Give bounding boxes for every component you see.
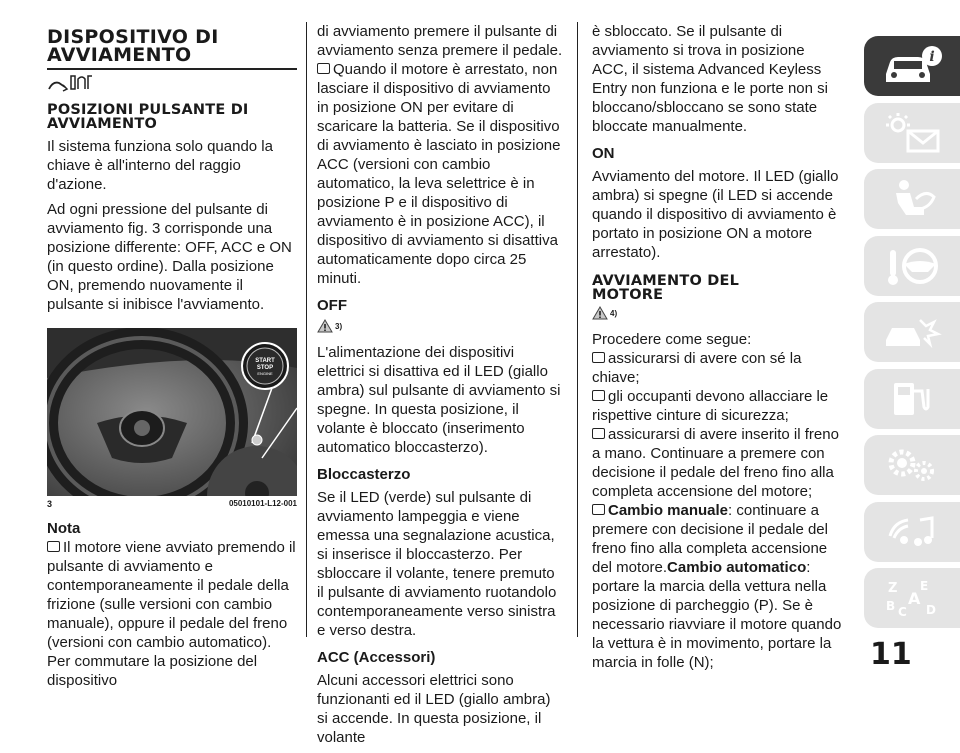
subsection-title-line2: MOTORE xyxy=(592,287,664,303)
key-start-icon xyxy=(47,73,297,95)
bullet-square-icon xyxy=(592,428,605,439)
paragraph xyxy=(317,60,565,288)
column-divider-1 xyxy=(306,22,307,637)
paragraph: Procedere come segue: xyxy=(592,331,752,348)
nota-text: Il motore viene avviato premendo il pulsante di avviamento e contemporaneamente il pedale della frizione (sulle versioni con cambio manuale), oppure il pedale del freno (versioni con cambio automatico). Per commutare la posizione del dispositivo xyxy=(47,539,296,689)
paragraph: L'alimentazione dei dispositivi elettrici si disattiva ed il LED (giallo ambra) sul pulsante di avviamento si spegne. In questa posizione, il volante è bloccato (inserimento automatico bloccasterzo). xyxy=(317,344,561,456)
column-3 xyxy=(592,22,842,678)
page-number: 11 xyxy=(870,637,912,672)
paragraph: Avviamento del motore. Il LED (giallo ambra) si spegne (il LED si accende quando il dispositivo di avviamento è portato in posizione ON a motore arrestato). xyxy=(592,168,839,261)
bullet-square-icon xyxy=(47,541,60,552)
bullet-square-icon xyxy=(317,63,330,74)
tab-steering[interactable] xyxy=(864,236,960,296)
svg-text:B: B xyxy=(886,599,896,613)
start-stop-label-2: STOP xyxy=(256,365,274,371)
off-heading: OFF xyxy=(317,297,347,314)
tab-seat-safety[interactable] xyxy=(864,169,960,229)
fuel-pump-icon xyxy=(880,377,944,421)
title-rule xyxy=(47,68,297,70)
warning-reference xyxy=(317,319,565,333)
seat-safety-icon xyxy=(880,177,944,221)
car-info-icon xyxy=(880,44,944,88)
alphabet-index-icon xyxy=(880,576,944,620)
subsection-title xyxy=(47,103,297,131)
list-item xyxy=(592,387,842,425)
subsection-title-line1: AVVIAMENTO DEL xyxy=(592,273,740,289)
nota-heading: Nota xyxy=(47,520,81,537)
subsection-title-line1: POSIZIONI PULSANTE DI xyxy=(47,102,249,118)
section-title xyxy=(47,28,297,64)
paragraph: Se il LED (verde) sul pulsante di avviamento lampeggia e viene emessa una segnalazione acustica, si inserisce il bloccasterzo. Per sbloccare il volante, tenere premuto il pulsante di avviamento ruotandolo contemporaneamente verso sinistra e verso destra. xyxy=(317,489,557,639)
media-satellite-icon xyxy=(880,510,944,554)
steering-wheel-icon xyxy=(880,244,944,288)
warning-triangle-icon xyxy=(317,319,333,333)
tab-service[interactable] xyxy=(864,435,960,495)
warning-reference xyxy=(592,306,842,320)
warning-triangle-icon xyxy=(592,306,608,320)
figure-code: 05010101-L12-001 xyxy=(228,499,297,508)
paragraph: Ad ogni pressione del pulsante di avviamento fig. 3 corrisponde una posizione differente: OFF, ACC e ON (in questo ordine). Dalla posizione ON, premendo nuovamente il pulsante si inibisce l'avviamento. xyxy=(47,201,292,313)
paragraph: Alcuni accessori elettrici sono funzionanti ed il LED (giallo ambra) si accende. In questa posizione, il volante xyxy=(317,672,551,746)
tab-fuel[interactable] xyxy=(864,369,960,429)
chapter-tabs xyxy=(864,36,960,635)
tab-index[interactable] xyxy=(864,568,960,628)
figure-caption xyxy=(47,499,297,509)
svg-text:A: A xyxy=(908,589,921,608)
acc-heading: ACC (Accessori) xyxy=(317,649,436,666)
list-item-text: assicurarsi di avere inserito il freno a mano. Continuare a premere con decisione il pedale del freno fino alla completa accensione del motore; xyxy=(592,426,839,500)
list-item-text: : portare la marcia della vettura nella posizione di parcheggio (P). Se è necessario riavviare il motore quando la vettura è in movimento, portare la marcia in folle (N); xyxy=(592,559,842,671)
section-title-line2: AVVIAMENTO xyxy=(47,44,192,66)
bloccasterzo-heading: Bloccasterzo xyxy=(317,466,411,483)
car-crash-icon xyxy=(880,310,944,354)
on-heading: ON xyxy=(592,145,615,162)
paragraph: è sbloccato. Se il pulsante di avviamento si trova in posizione ACC, il sistema Advanced Keyless Entry non funziona e le porte non si bloccano/sbloccano se sono state bloccate manualmente. xyxy=(592,23,828,135)
list-item-text: gli occupanti devono allacciare le rispettive cinture di sicurezza; xyxy=(592,388,829,424)
section-title-line1: DISPOSITIVO DI xyxy=(47,26,219,48)
list-item-bold: Cambio manuale xyxy=(608,502,729,519)
tab-car-crash[interactable] xyxy=(864,302,960,362)
list-item-text: : continuare a premere con decisione il pedale del freno fino alla completa accensione del motore. xyxy=(592,502,828,576)
paragraph: di avviamento premere il pulsante di avviamento senza premere il pedale. xyxy=(317,23,563,59)
column-1 xyxy=(47,22,297,696)
warning-lights-icon xyxy=(880,111,944,155)
column-2 xyxy=(317,22,565,753)
gears-service-icon xyxy=(880,443,944,487)
warning-ref-number: 4) xyxy=(610,308,618,318)
svg-text:i: i xyxy=(929,49,935,65)
list-item xyxy=(592,501,842,672)
svg-text:Z: Z xyxy=(888,581,898,596)
list-item-text: assicurarsi di avere con sé la chiave; xyxy=(592,350,802,386)
start-stop-label-1: START xyxy=(255,358,275,364)
bullet-square-icon xyxy=(592,504,605,515)
svg-text:D: D xyxy=(926,603,936,617)
nota-paragraph xyxy=(47,538,297,690)
warning-ref-number: 3) xyxy=(335,321,343,331)
tab-car-info[interactable] xyxy=(864,36,960,96)
list-item xyxy=(592,425,842,501)
list-item xyxy=(592,349,842,387)
paragraph-text: Quando il motore è arrestato, non lasciare il dispositivo di avviamento in posizione ON per evitare di scaricare la batteria. Se il dispositivo di avviamento è lasciato in posizione ACC (versioni con cambio automatico, la leva selettrice è in posizione P e il dispositivo di avviamento è in posizione ACC), il dispositivo di avviamento si disattiva automaticamente dopo circa 25 minuti. xyxy=(317,61,561,287)
list-item-bold: Cambio automatico xyxy=(667,559,807,576)
bullet-square-icon xyxy=(592,390,605,401)
svg-text:C: C xyxy=(898,605,907,619)
tab-warning-lights[interactable] xyxy=(864,103,960,163)
bullet-square-icon xyxy=(592,352,605,363)
tab-media[interactable] xyxy=(864,502,960,562)
svg-text:E: E xyxy=(920,579,929,593)
figure-number: 3 xyxy=(47,499,53,509)
dashboard-figure xyxy=(47,328,297,496)
paragraph: Il sistema funziona solo quando la chiave è all'interno del raggio d'azione. xyxy=(47,138,273,193)
subsection-title-line2: AVVIAMENTO xyxy=(47,116,157,132)
subsection-title xyxy=(592,274,842,302)
start-stop-label-3: ENGINE xyxy=(257,371,273,376)
column-divider-2 xyxy=(577,22,578,637)
